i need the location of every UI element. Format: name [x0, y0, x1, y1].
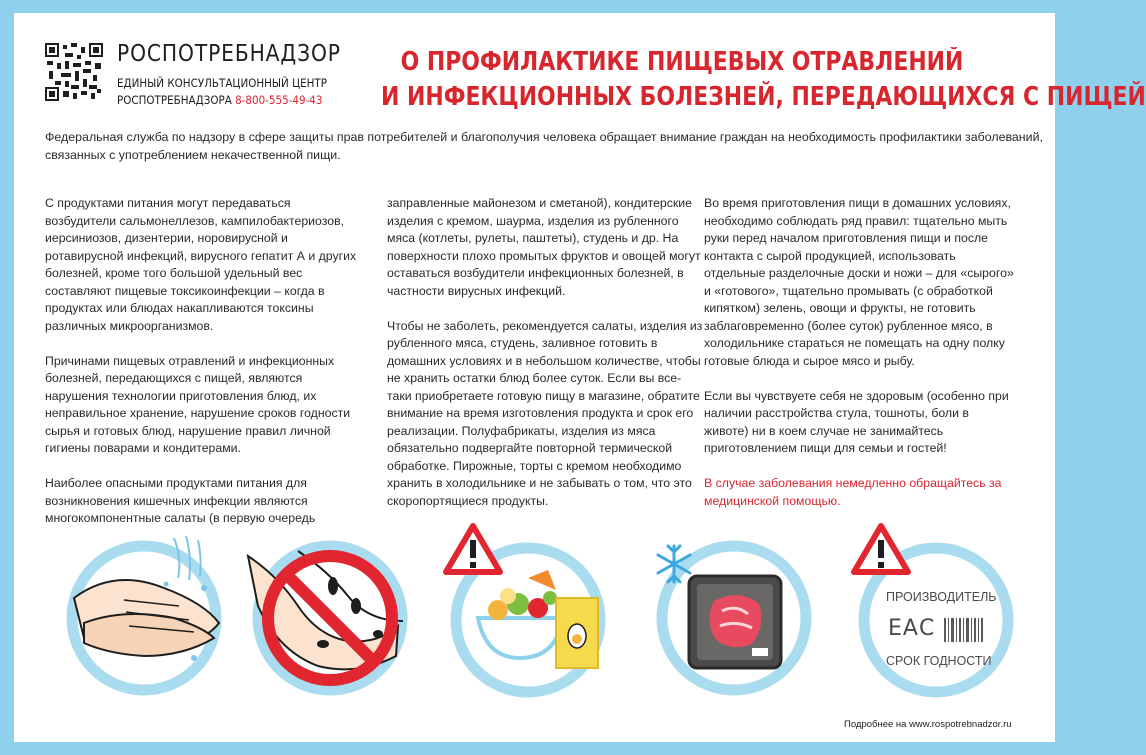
- footer-link-text: Подробнее на www.rospotrebnadzor.ru: [844, 719, 1012, 730]
- hotline-phone: 8-800-555-49-43: [235, 93, 323, 107]
- dirty-hands-prohibited-icon: [238, 526, 418, 701]
- text-column-2: [387, 195, 703, 528]
- text-column-3: [704, 195, 1014, 528]
- qr-code-icon: [45, 43, 103, 101]
- title-line2: И ИНФЕКЦИОННЫХ БОЛЕЗНЕЙ, ПЕРЕДАЮЩИХСЯ С ПИЩЕЙ: [381, 82, 1146, 112]
- intro-paragraph: Федеральная служба по надзору в сфере защиты прав потребителей и благополучия человека обращает внимание граждан на необходимость профилактики заболеваний, связанных с употреблением некачественной пищи.: [45, 130, 1043, 162]
- page-title: [381, 45, 1146, 115]
- product-label-warning-icon: [836, 518, 1026, 698]
- warning-paragraph: В случае заболевания немедленно обращайтесь за медицинской помощью.: [704, 476, 1002, 508]
- org-name: РОСПОТРЕБНАДЗОР: [117, 41, 341, 67]
- paragraph: Наиболее опасными продуктами питания для возникновения кишечных инфекции являются многокомпонентные салаты (в первую очередь: [45, 476, 316, 525]
- consult-center-line2: [117, 93, 322, 107]
- eac-mark: ЕАС: [888, 616, 936, 641]
- consult-center-name: РОСПОТРЕБНАДЗОРА: [117, 93, 232, 107]
- label-expiry: СРОК ГОДНОСТИ: [886, 654, 992, 668]
- label-producer: ПРОИЗВОДИТЕЛЬ: [886, 590, 997, 604]
- text-column-1: [45, 195, 361, 545]
- hand-washing-icon: [54, 528, 224, 698]
- paragraph: Чтобы не заболеть, рекомендуется салаты, изделия из рубленного мяса, студень, заливное готовить в домашних условиях и в небольшом количестве, чтобы не хранить остатки блюд более суток. Если вы все-таки приобретаете готовую пищу в магазине, обратите внимание на время изготовления продукта и срок его реализации. Полуфабрикаты, изделия из мяса обязательно подвергайте повторной термической обработке. Пирожные, торты с кремом необходимо хранить в холодильнике и не забывать о том, что это скоропортящиеся продукты.: [387, 318, 703, 508]
- consult-center-line1: ЕДИНЫЙ КОНСУЛЬТАЦИОННЫЙ ЦЕНТР: [117, 76, 327, 90]
- paragraph: заправленные майонезом и сметаной), кондитерские изделия с кремом, шаурма, изделия из рубленного мяса (котлеты, рулеты, паштеты), студень и др. На поверхности плохо промытых фруктов и овощей могут оставаться возбудители инфекционных болезней, в частности вирусных инфекций.: [387, 196, 701, 298]
- salad-warning-icon: [438, 518, 618, 698]
- paragraph: Если вы чувствуете себя не здоровым (особенно при наличии расстройства стула, тошноты, боли в животе) ни в коем случае не занимайтесь приготовлением пищи для семьи и гостей!: [704, 388, 1009, 455]
- paragraph: Во время приготовления пищи в домашних условиях, необходимо соблюдать ряд правил: тщательно мыть руки перед началом приготовления пищи и после контакта с сырой продукцией, использовать отдельные разделочные доски и ножи – для «сырого» и «готового», тщательно промывать (с обработкой кипятком) зелень, овощи и фрукты, не готовить заблаговременно (более суток) рубленное мясо, в холодильнике стараться не помещать на одну полку готовые блюда и сырое мясо и рыбу.: [704, 196, 1014, 368]
- poster-sheet: [14, 13, 1146, 742]
- paragraph: Причинами пищевых отравлений и инфекционных болезней, передающихся с пищей, являются нарушения технологии приготовления блюд, их неправильное хранение, нарушение сроков годности сырья и готовых блюд, нарушение правил личной гигиены поварами и кондитерами.: [45, 353, 351, 455]
- title-line1: О ПРОФИЛАКТИКЕ ПИЩЕВЫХ ОТРАВЛЕНИЙ: [400, 47, 964, 77]
- illustrations-row: [14, 518, 1055, 698]
- paragraph: С продуктами питания могут передаваться возбудители сальмонеллезов, кампилобактериозов, иерсиниозов, дизентерии, норовирусной и ротавирусной инфекций, вирусного гепатит А и других болезней, кроме того большой удельный вес составляют пищевые токсикоинфекции – когда в продуктах или блюдах накапливаются токсины различных микроорганизмов.: [45, 196, 357, 333]
- chilled-meat-icon: [644, 526, 824, 701]
